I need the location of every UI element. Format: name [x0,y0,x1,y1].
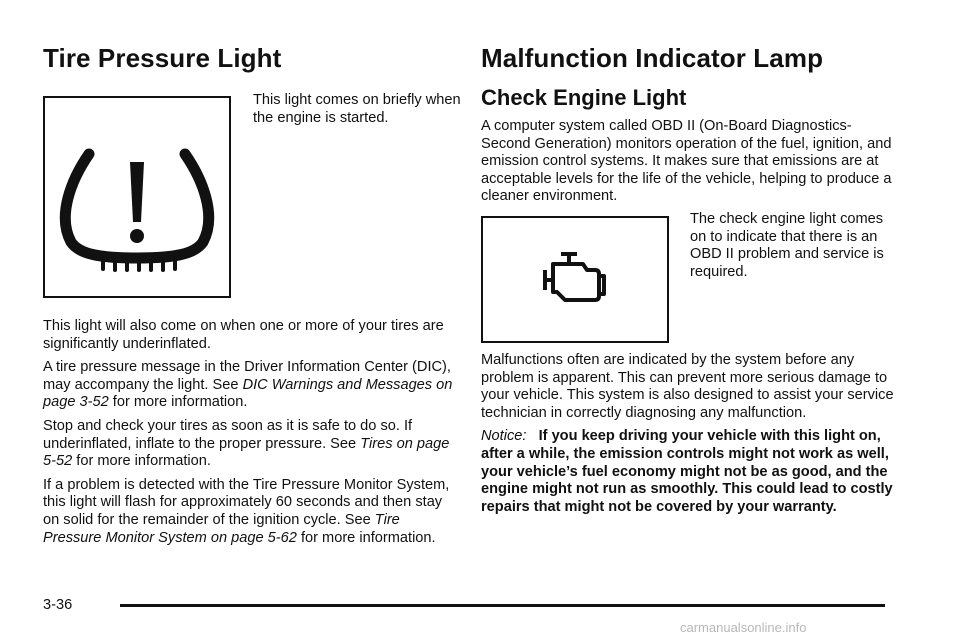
tire-pressure-paragraph-4: If a problem is detected with the Tire Pressure Monitor System, this light will flash for approximately 60 seconds and then stay on solid for the remainder of the ignition cycle. See Tire Pressure Monitor System on page 5-62 for more information. [43,476,450,546]
tire-pressure-caption: This light comes on briefly when the engine is started. [253,92,461,126]
tire-pressure-body [43,318,461,553]
left-column [43,40,461,546]
obd-paragraph: A computer system called OBD II (On-Board Diagnostics-Second Generation) monitors operation of the fuel, ignition, and emission control systems. It makes sure that emissions are at acceptable levels for the life of the vehicle, helping to produce a cleaner environment. [481,118,892,205]
tire-pressure-icon-frame [43,96,231,298]
tire-pressure-warning-icon [45,98,229,296]
check-engine-icon [483,218,667,341]
footer-rule [120,604,885,607]
check-engine-icon-frame [481,216,669,343]
tire-pressure-paragraph-2: A tire pressure message in the Driver Information Center (DIC), may accompany the light. See DIC Warnings and Messages on page 3-52 for more information. [43,359,453,411]
check-engine-caption: The check engine light comes on to indicate that there is an OBD II problem and service is required. [690,210,884,280]
notice-text: If you keep driving your vehicle with this light on, after a while, the emission controls might not work as well, your vehicle’s fuel economy might not be as good, and the engine might not run as smoothly. This could lead to costly repairs that might not be covered by your warranty. [481,428,893,515]
dic-warnings-reference: DIC Warnings and Messages on page 3-52 [43,376,453,411]
watermark: carmanualsonline.info [680,620,807,635]
tire-pressure-paragraph-1: This light will also come on when one or more of your tires are significantly underinflated. [43,318,444,352]
check-engine-figure [481,210,901,352]
malfunction-lamp-heading: Malfunction Indicator Lamp [481,43,824,73]
tpms-reference: Tire Pressure Monitor System on page 5-62 [43,511,400,546]
right-column [481,40,901,522]
check-engine-subheading: Check Engine Light [481,85,687,110]
tires-reference: Tires on page 5-52 [43,435,450,470]
notice-label: Notice: [481,428,527,445]
tire-pressure-heading: Tire Pressure Light [43,43,282,73]
malfunction-paragraph: Malfunctions often are indicated by the system before any problem is apparent. This can prevent more serious damage to your vehicle. This system is also designed to assist your service technician in correctly diagnosing any malfunction. [481,351,894,421]
page-number: 3-36 [43,597,73,613]
tire-pressure-paragraph-3: Stop and check your tires as soon as it is safe to do so. If underinflated, inflate to the proper pressure. See Tires on page 5-52 for more information. [43,417,450,470]
notice-paragraph [481,428,901,516]
